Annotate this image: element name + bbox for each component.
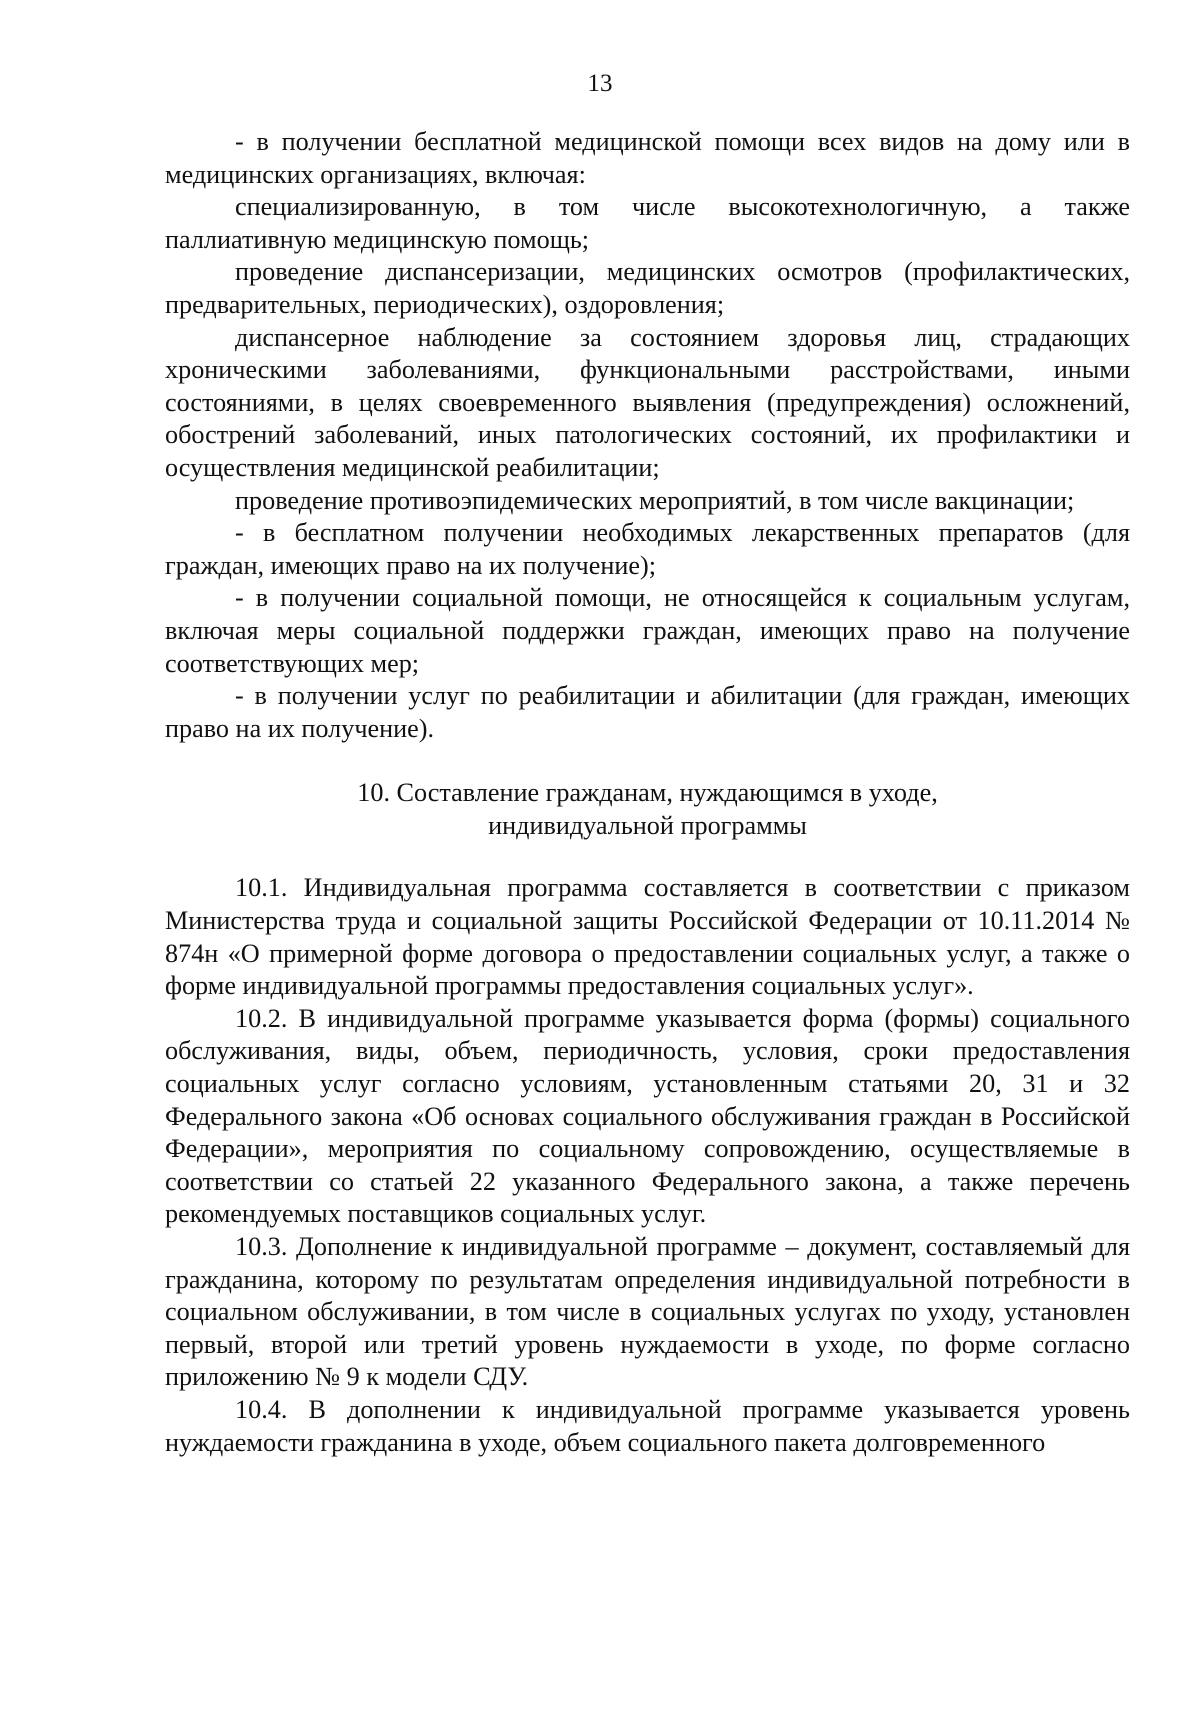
paragraph-10-3: 10.3. Дополнение к индивидуальной программе – документ, составляемый для гражданина, которому по результатам определения индивидуальной потребности в социальном обслуживании, в том числе в социальных услугах по уходу, установлен первый, второй или третий уровень нуждаемости в уходе, по форме согласно приложению № 9 к модели СДУ. <box>165 1232 1130 1392</box>
paragraph: - в получении услуг по реабилитации и абилитации (для граждан, имеющих право на их получение). <box>165 681 1130 743</box>
section-title-line-1: 10. Составление гражданам, нуждающимся в уходе, <box>357 778 938 808</box>
paragraph: специализированную, в том числе высокотехнологичную, а также паллиативную медицинскую помощь; <box>165 192 1130 254</box>
paragraph-10-1: 10.1. Индивидуальная программа составляется в соответствии с приказом Министерства труда и социальной защиты Российской Федерации от 10.11.2014 № 874н «О примерной форме договора о предоставлении социальных услуг, а также о форме индивидуальной программы предоставления социальных услуг». <box>165 873 1130 1001</box>
page-number: 13 <box>587 70 613 97</box>
paragraph: - в получении социальной помощи, не относящейся к социальным услугам, включая меры социальной поддержки граждан, имеющих право на получение соответствующих мер; <box>165 583 1130 678</box>
paragraph: - в получении бесплатной медицинской помощи всех видов на дому или в медицинских организациях, включая: <box>165 127 1130 189</box>
paragraph-10-4: 10.4. В дополнении к индивидуальной программе указывается уровень нуждаемости гражданина в уходе, объем социального пакета долговременного <box>165 1394 1130 1457</box>
paragraph: проведение диспансеризации, медицинских осмотров (профилактических, предварительных, периодических), оздоровления; <box>165 257 1130 319</box>
document-body <box>165 126 1130 1459</box>
paragraph-10-2: 10.2. В индивидуальной программе указывается форма (формы) социального обслуживания, виды, объем, периодичность, условия, сроки предоставления социальных услуг согласно условиям, установленным статьями 20, 31 и 32 Федерального закона «Об основах социального обслуживания граждан в Российской Федерации», мероприятия по социальному сопровождению, осуществляемые в соответствии со статьей 22 указанного Федерального закона, а также перечень рекомендуемых поставщиков социальных услуг. <box>165 1003 1130 1229</box>
paragraph: диспансерное наблюдение за состоянием здоровья лиц, страдающих хроническими заболеваниями, функциональными расстройствами, иными состояниями, в целях своевременного выявления (предупреждения) осложнений, обострений заболеваний, иных патологических состояний, их профилактики и осуществления медицинской реабилитации; <box>165 322 1130 482</box>
paragraph: проведение противоэпидемических мероприятий, в том числе вакцинации; <box>235 485 1075 515</box>
section-title <box>165 777 1130 842</box>
section-title-line-2: индивидуальной программы <box>488 810 807 840</box>
paragraph: - в бесплатном получении необходимых лекарственных препаратов (для граждан, имеющих право на их получение); <box>165 518 1130 580</box>
